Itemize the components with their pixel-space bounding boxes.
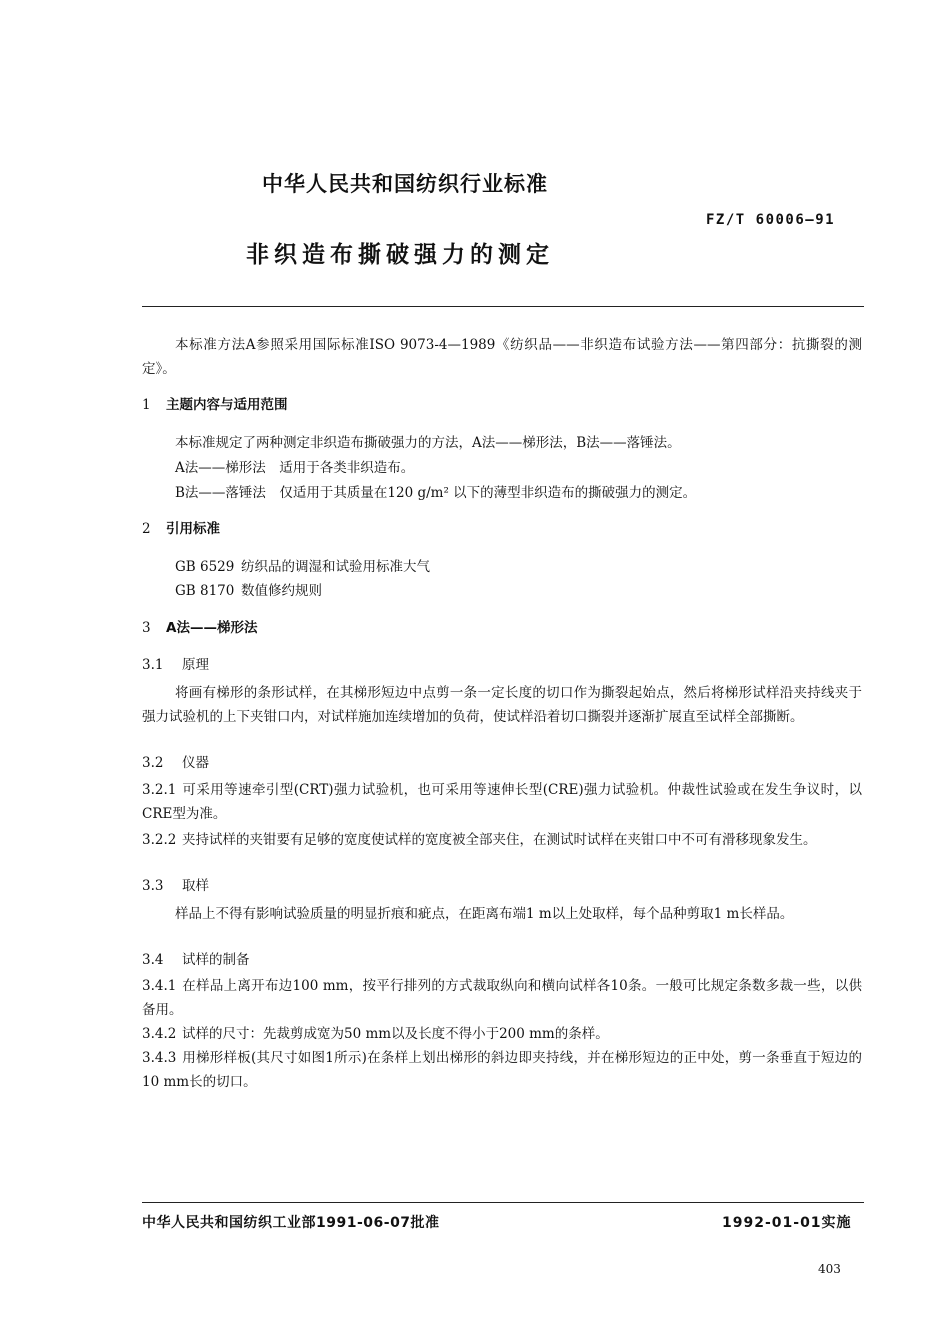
clause-number: 3.2.2 xyxy=(142,832,177,848)
standard-code: FZ/T 60006—91 xyxy=(706,212,836,228)
section-1-para-3: B法——落锤法 仅适用于其质量在120 g/m² 以下的薄型非织造布的撕破强力的测定。 xyxy=(175,485,697,501)
section-title: 引用标准 xyxy=(166,521,220,537)
section-number: 2 xyxy=(142,521,151,537)
clause-number: 3.4.2 xyxy=(142,1026,177,1042)
reference-code: GB 6529 xyxy=(175,559,235,575)
subsection-3-3-text: 样品上不得有影响试验质量的明显折痕和疵点，在距离布端1 m以上处取样，每个品种剪取1 m长样品。 xyxy=(175,906,794,922)
subsection-title: 取样 xyxy=(182,878,209,894)
issue-statement: 中华人民共和国纺织工业部1991-06-07批准 xyxy=(142,1215,440,1231)
subsection-title: 原理 xyxy=(182,657,209,673)
clause-3-2-2 xyxy=(142,828,862,852)
section-1-para-2: A法——梯形法 适用于各类非织造布。 xyxy=(175,460,415,476)
clause-3-4-1 xyxy=(142,974,862,1022)
subsection-number: 3.3 xyxy=(142,878,164,894)
subsection-3-1-heading xyxy=(142,653,209,677)
clause-text: 在样品上离开布边100 mm，按平行排列的方式裁取纵向和横向试样各10条。一般可比规定条数多裁一些，以供备用。 xyxy=(142,978,862,1018)
document-title: 非织造布撕破强力的测定 xyxy=(246,242,554,268)
subsection-3-3-heading xyxy=(142,874,209,898)
effective-date: 1992-01-01实施 xyxy=(722,1215,852,1231)
clause-number: 3.4.3 xyxy=(142,1050,177,1066)
org-title: 中华人民共和国纺织行业标准 xyxy=(262,172,548,196)
reference-name: 纺织品的调湿和试验用标准大气 xyxy=(241,559,430,575)
intro-paragraph: 本标准方法A参照采用国际标准ISO 9073-4—1989《纺织品——非织造布试验方法——第四部分：抗撕裂的测定》。 xyxy=(142,337,862,377)
subsection-3-2-heading xyxy=(142,751,209,775)
footer-rule xyxy=(142,1202,864,1203)
clause-text: 夹持试样的夹钳要有足够的宽度使试样的宽度被全部夹住，在测试时试样在夹钳口中不可有滑移现象发生。 xyxy=(182,832,817,848)
clause-number: 3.4.1 xyxy=(142,978,177,994)
subsection-number: 3.1 xyxy=(142,657,164,673)
reference-item xyxy=(175,555,430,579)
clause-text: 用梯形样板(其尺寸如图1所示)在条样上划出梯形的斜边即夹持线，并在梯形短边的正中处，剪一条垂直于短边的10 mm长的切口。 xyxy=(142,1050,862,1090)
reference-code: GB 8170 xyxy=(175,583,235,599)
subsection-number: 3.4 xyxy=(142,952,164,968)
clause-number: 3.2.1 xyxy=(142,782,177,798)
header-rule xyxy=(142,306,864,307)
section-number: 1 xyxy=(142,397,151,413)
subsection-3-1-text: 将画有梯形的条形试样，在其梯形短边中点剪一条一定长度的切口作为撕裂起始点，然后将梯形试样沿夹持线夹于强力试验机的上下夹钳口内，对试样施加连续增加的负荷，使试样沿着切口撕裂并逐渐扩展直至试样全部撕断。 xyxy=(142,685,862,725)
section-number: 3 xyxy=(142,620,151,636)
subsection-title: 试样的制备 xyxy=(182,952,250,968)
page-number: 403 xyxy=(818,1262,841,1276)
clause-text: 试样的尺寸：先裁剪成宽为50 mm以及长度不得小于200 mm的条样。 xyxy=(182,1026,609,1042)
clause-3-4-3 xyxy=(142,1046,862,1094)
section-1-para-1: 本标准规定了两种测定非织造布撕破强力的方法，A法——梯形法，B法——落锤法。 xyxy=(175,435,681,451)
subsection-3-4-heading xyxy=(142,948,250,972)
clause-text: 可采用等速牵引型(CRT)强力试验机，也可采用等速伸长型(CRE)强力试验机。仲裁性试验或在发生争议时，以CRE型为准。 xyxy=(142,782,862,822)
reference-item xyxy=(175,579,322,603)
subsection-title: 仪器 xyxy=(182,755,209,771)
reference-name: 数值修约规则 xyxy=(241,583,322,599)
section-1-heading xyxy=(142,393,288,417)
section-title: 主题内容与适用范围 xyxy=(166,397,288,413)
subsection-number: 3.2 xyxy=(142,755,164,771)
section-2-heading xyxy=(142,517,220,541)
section-title: A法——梯形法 xyxy=(166,620,258,636)
clause-3-4-2 xyxy=(142,1022,862,1046)
section-3-heading xyxy=(142,616,257,640)
clause-3-2-1 xyxy=(142,778,862,826)
